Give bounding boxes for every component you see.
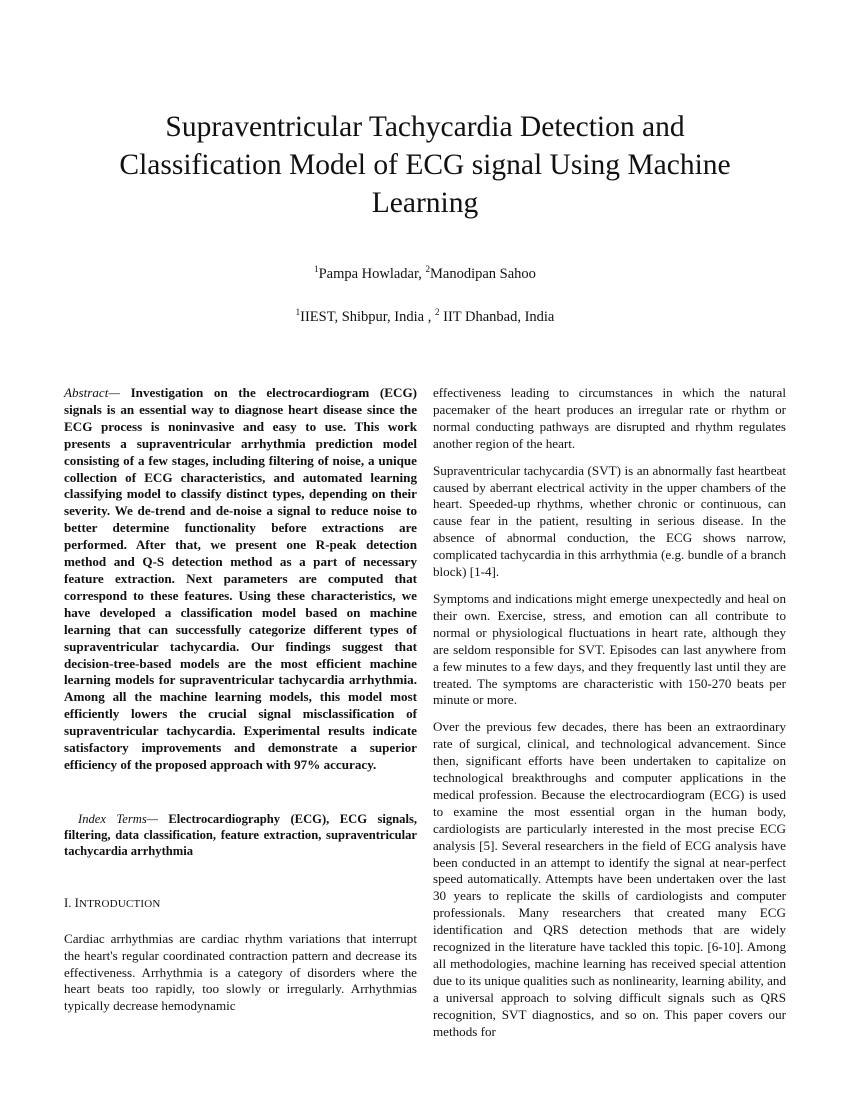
- section-heading-introduction: [64, 895, 417, 913]
- body-paragraph: Symptoms and indications might emerge unexpectedly and heal on their own. Exercise, stress, and emotion can all contribute to normal or physiological fluctuations in heart rate, although they are seldom responsible for SVT. Episodes can last anywhere from a few minutes to a few days, and they frequently last until they are treated. The symptoms are characteristic with 150-270 beats per minute or more.: [433, 590, 786, 708]
- index-terms-text: Electrocardiography (ECG), ECG signals, filtering, data classification, feature extraction, supraventricular tachycardia arrhythmia: [64, 811, 418, 858]
- author-name: Manodipan Sahoo: [430, 266, 536, 282]
- affiliation-name: IIT Dhanbad, India: [439, 309, 555, 325]
- affiliation-sup: 2: [434, 307, 440, 318]
- body-paragraph: Over the previous few decades, there has been an extraordinary rate of surgical, clinical, and technological advancement. Since then, significant efforts have been undertaken to capitalize on technological breakthroughs and computer applications in the medical profession. Because the electrocardiogram (ECG) is used to examine the most essential organ in the human body, cardiologists are particularly interested in the most precise ECG analysis [5]. Several researchers in the field of ECG analysis have been conducted in an attempt to identify the signal at near-perfect speed automatically. Attempts have been undertaken over the last 30 years to replicate the skills of cardiologists and computer professionals. Many researchers that created many ECG identification and QRS detection methods that are widely recognized in the literature have tackled this topic. [6-10]. Among all methodologies, machine learning has received special attention due to its unique qualities such as nonlinearity, learning ability, and a universal approach to solving difficult signals such as QRS recognition, SVT diagnostics, and so on. This paper covers our methods for: [433, 719, 786, 1039]
- body-paragraph: effectiveness leading to circumstances in which the natural pacemaker of the heart produces an irregular rate or rhythm or normal conducting pathways are disrupted and rhythm regulates another region of the heart.: [433, 385, 786, 451]
- author-sup: 2: [425, 264, 430, 275]
- author-name: Pampa Howladar,: [318, 266, 426, 282]
- left-column: [64, 385, 417, 1015]
- index-terms-lead: Index Terms—: [78, 811, 158, 826]
- affiliation-sup: 1: [295, 307, 301, 318]
- author-sup: 1: [314, 264, 319, 275]
- abstract: [64, 385, 417, 774]
- index-terms: [64, 811, 417, 859]
- abstract-text: Investigation on the electrocardiogram (ECG) signals is an essential way to diagnose heart disease since the ECG process is noninvasive and easy to use. This work presents a supraventricular arrhythmia prediction model consisting of a few stages, including filtering of noise, a unique collection of ECG characteristics, and automated learning classifying model to classify distinct types, depending on their severity. We de-trend and de-noise a signal to reduce noise to better determine functionality before extractions are performed. After that, we present one R-peak detection method and Q-S detection method as a part of necessary feature extraction. Next parameters are computed that correspond to these features. Using these characteristics, we have developed a classification model based on machine learning that can successfully categorize different types of supraventricular tachycardia. Our findings suggest that decision-tree-based models are the most efficient machine learning models for supraventricular tachycardia arrhythmia. Among all the machine learning models, this model most efficiently lowers the crucial signal misclassification of supraventricular tachycardia. Experimental results indicate satisfactory improvements and demonstrate a superior efficiency of the proposed approach with 97% accuracy.: [64, 385, 417, 772]
- section-number: I.: [64, 895, 72, 910]
- intro-paragraph: Cardiac arrhythmias are cardiac rhythm variations that interrupt the heart's regular coordinated contraction pattern and decrease its effectiveness. Arrhythmia is a category of disorders where the heart beats too rapidly, too slowly or irregularly. Arrhythmias typically decrease hemodynamic: [64, 930, 417, 1014]
- right-column: [433, 385, 786, 1041]
- section-first-letter: I: [74, 895, 79, 910]
- abstract-lead: Abstract—: [64, 385, 121, 400]
- section-title-rest: NTRODUCTION: [78, 897, 161, 910]
- author-line: [0, 266, 850, 283]
- affiliation-line: [0, 309, 850, 326]
- body-paragraph: Supraventricular tachycardia (SVT) is an abnormally fast heartbeat caused by aberrant electrical activity in the upper chambers of the heart. Speeded-up rhythms, whether chronic or continuous, can cause fear in the patient, resulting in serious disease. In the absence of abnormal conduction, the ECG shows narrow, complicated tachycardia in this arrhythmia (e.g. bundle of a branch block) [1-4].: [433, 462, 786, 580]
- affiliation-name: IIEST, Shibpur, India ,: [300, 309, 435, 325]
- paper-title: Supraventricular Tachycardia Detection and Classification Model of ECG signal Using Machine Learning: [119, 111, 731, 219]
